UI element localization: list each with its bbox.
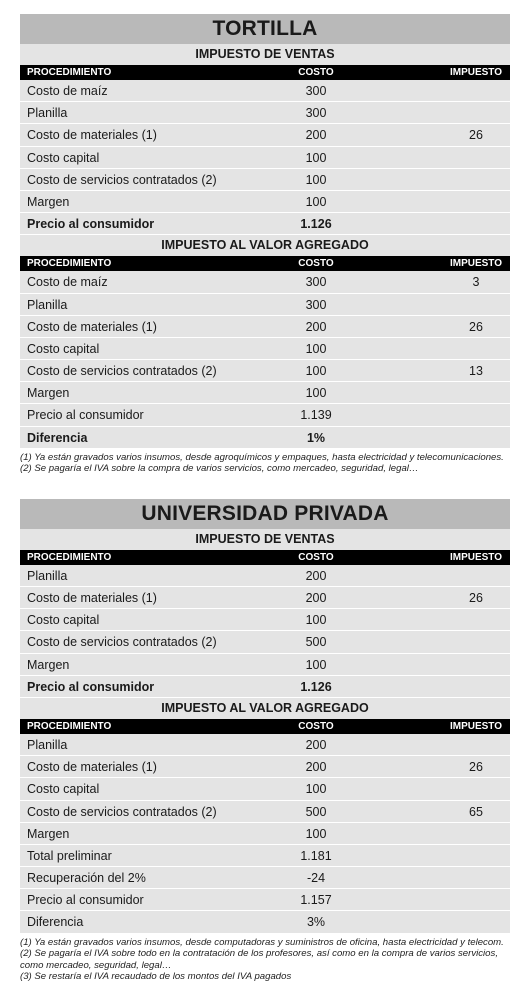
table-row [20, 271, 510, 293]
table-row [20, 316, 510, 338]
header-impuesto: IMPUESTO [449, 720, 503, 732]
row-costo: 200 [305, 319, 327, 334]
table-row [20, 404, 510, 426]
row-label: Costo de materiales (1) [27, 760, 157, 775]
table-row [20, 889, 510, 911]
row-costo: 200 [305, 760, 327, 775]
row-costo: -24 [306, 871, 326, 886]
table-row [20, 801, 510, 823]
row-label: Costo capital [27, 150, 100, 165]
tax-table [20, 529, 510, 698]
header-impuesto: IMPUESTO [449, 67, 503, 78]
row-costo: 100 [305, 341, 327, 356]
table-row [20, 867, 510, 889]
row-label: Costo de maíz [27, 84, 108, 98]
table-subtitle: IMPUESTO DE VENTAS [20, 44, 510, 65]
row-label: Precio al consumidor [27, 893, 144, 908]
table-row [20, 147, 510, 169]
row-label: Precio al consumidor [27, 679, 155, 694]
table-row [20, 676, 510, 698]
row-costo: 500 [305, 804, 327, 819]
table-row [20, 169, 510, 191]
footnote: (2) Se pagaría el IVA sobre la compra de varios servicios, como mercadeo, seguridad, legal… [20, 463, 419, 475]
section [20, 499, 510, 983]
row-label: Costo de maíz [27, 275, 108, 290]
header-procedimiento: PROCEDIMIENTO [27, 67, 112, 78]
row-costo: 300 [305, 297, 327, 312]
section-title: UNIVERSIDAD PRIVADA [20, 499, 510, 529]
row-costo: 100 [305, 386, 327, 401]
table-row [20, 756, 510, 778]
row-label: Costo capital [27, 613, 100, 628]
row-costo: 100 [305, 657, 327, 672]
row-label: Costo capital [27, 341, 100, 356]
footnotes [20, 449, 510, 475]
row-label: Diferencia [27, 915, 84, 930]
tax-table [20, 44, 510, 235]
table-row [20, 631, 510, 653]
table-header [20, 65, 510, 80]
header-impuesto: IMPUESTO [449, 258, 503, 270]
table-row [20, 565, 510, 587]
table-row [20, 609, 510, 631]
row-label: Costo de materiales (1) [27, 319, 157, 334]
row-costo: 300 [305, 84, 327, 98]
table-row [20, 124, 510, 146]
row-label: Planilla [27, 297, 68, 312]
row-label: Margen [27, 194, 70, 209]
section [20, 14, 510, 475]
tax-table [20, 698, 510, 934]
table-row [20, 338, 510, 360]
row-label: Planilla [27, 737, 68, 752]
header-procedimiento: PROCEDIMIENTO [27, 720, 112, 732]
table-row [20, 845, 510, 867]
row-costo: 1.157 [300, 893, 332, 908]
row-costo: 100 [305, 826, 327, 841]
table-header [20, 719, 510, 734]
table-row [20, 823, 510, 845]
table-row [20, 213, 510, 235]
table-row [20, 427, 510, 449]
row-label: Costo de servicios contratados (2) [27, 804, 217, 819]
row-costo: 100 [305, 782, 327, 797]
table-row [20, 587, 510, 609]
header-procedimiento: PROCEDIMIENTO [27, 551, 112, 563]
row-label: Costo de servicios contratados (2) [27, 635, 217, 650]
table-row [20, 734, 510, 756]
footnotes [20, 934, 510, 983]
row-costo: 1.126 [300, 679, 332, 694]
row-label: Costo de materiales (1) [27, 591, 157, 605]
table-row [20, 294, 510, 316]
header-costo: COSTO [298, 258, 334, 270]
row-costo: 200 [305, 591, 327, 605]
row-costo: 100 [305, 172, 327, 187]
row-label: Costo de servicios contratados (2) [27, 172, 217, 187]
header-impuesto: IMPUESTO [449, 551, 503, 563]
section-title: TORTILLA [20, 14, 510, 44]
table-row [20, 382, 510, 404]
table-subtitle: IMPUESTO DE VENTAS [20, 529, 510, 550]
row-label: Costo de materiales (1) [27, 128, 157, 143]
row-impuesto: 65 [469, 804, 483, 819]
table-row [20, 911, 510, 933]
row-costo: 100 [305, 150, 327, 165]
row-label: Costo de servicios contratados (2) [27, 364, 217, 379]
row-label: Precio al consumidor [27, 408, 144, 423]
row-label: Margen [27, 826, 70, 841]
footnote: (1) Ya están gravados varios insumos, desde computadoras y suministros de oficina, hasta electricidad y telecom. [20, 936, 504, 948]
footnote: (2) Se pagaría el IVA sobre todo en la contratación de los profesores, así como en la compra de varios servicios, como mercadeo, seguridad, legal… [20, 948, 498, 971]
footnote: (3) Se restaría el IVA recaudado de los montos del IVA pagados [20, 971, 292, 983]
row-label: Diferencia [27, 430, 88, 445]
row-label: Precio al consumidor [27, 217, 155, 232]
row-costo: 1% [306, 430, 326, 445]
row-impuesto: 26 [469, 760, 483, 775]
row-costo: 100 [305, 613, 327, 628]
page [20, 14, 510, 983]
table-row [20, 778, 510, 800]
table-header [20, 550, 510, 565]
table-header [20, 256, 510, 271]
table-row [20, 360, 510, 382]
section-gap [20, 475, 510, 499]
row-costo: 200 [305, 128, 327, 143]
row-label: Planilla [27, 568, 68, 583]
row-costo: 100 [305, 194, 327, 209]
header-costo: COSTO [298, 551, 334, 563]
row-label: Margen [27, 386, 70, 401]
row-impuesto: 26 [469, 319, 483, 334]
row-label: Costo capital [27, 782, 100, 797]
row-costo: 200 [305, 568, 327, 583]
row-costo: 300 [305, 106, 327, 121]
header-costo: COSTO [298, 720, 334, 732]
row-costo: 200 [305, 737, 327, 752]
row-costo: 300 [305, 275, 327, 290]
table-row [20, 654, 510, 676]
table-row [20, 191, 510, 213]
row-label: Recuperación del 2% [27, 871, 146, 886]
row-impuesto: 26 [469, 591, 483, 605]
table-subtitle: IMPUESTO AL VALOR AGREGADO [20, 698, 510, 719]
row-label: Total preliminar [27, 848, 112, 863]
tax-table [20, 235, 510, 449]
table-row [20, 102, 510, 124]
header-costo: COSTO [298, 67, 334, 78]
row-costo: 500 [305, 635, 327, 650]
row-costo: 1.126 [300, 217, 332, 232]
row-impuesto: 13 [469, 364, 483, 379]
footnote: (1) Ya están gravados varios insumos, desde agroquímicos y empaques, hasta electricidad y telecomunicaciones. [20, 451, 504, 463]
row-label: Planilla [27, 106, 68, 121]
table-row [20, 80, 510, 102]
row-impuesto: 3 [472, 275, 480, 290]
row-impuesto: 26 [469, 128, 483, 143]
row-costo: 1.139 [300, 408, 332, 423]
row-label: Margen [27, 657, 70, 672]
header-procedimiento: PROCEDIMIENTO [27, 258, 112, 270]
row-costo: 100 [305, 364, 327, 379]
row-costo: 1.181 [300, 848, 332, 863]
row-costo: 3% [306, 915, 326, 930]
table-subtitle: IMPUESTO AL VALOR AGREGADO [20, 235, 510, 256]
